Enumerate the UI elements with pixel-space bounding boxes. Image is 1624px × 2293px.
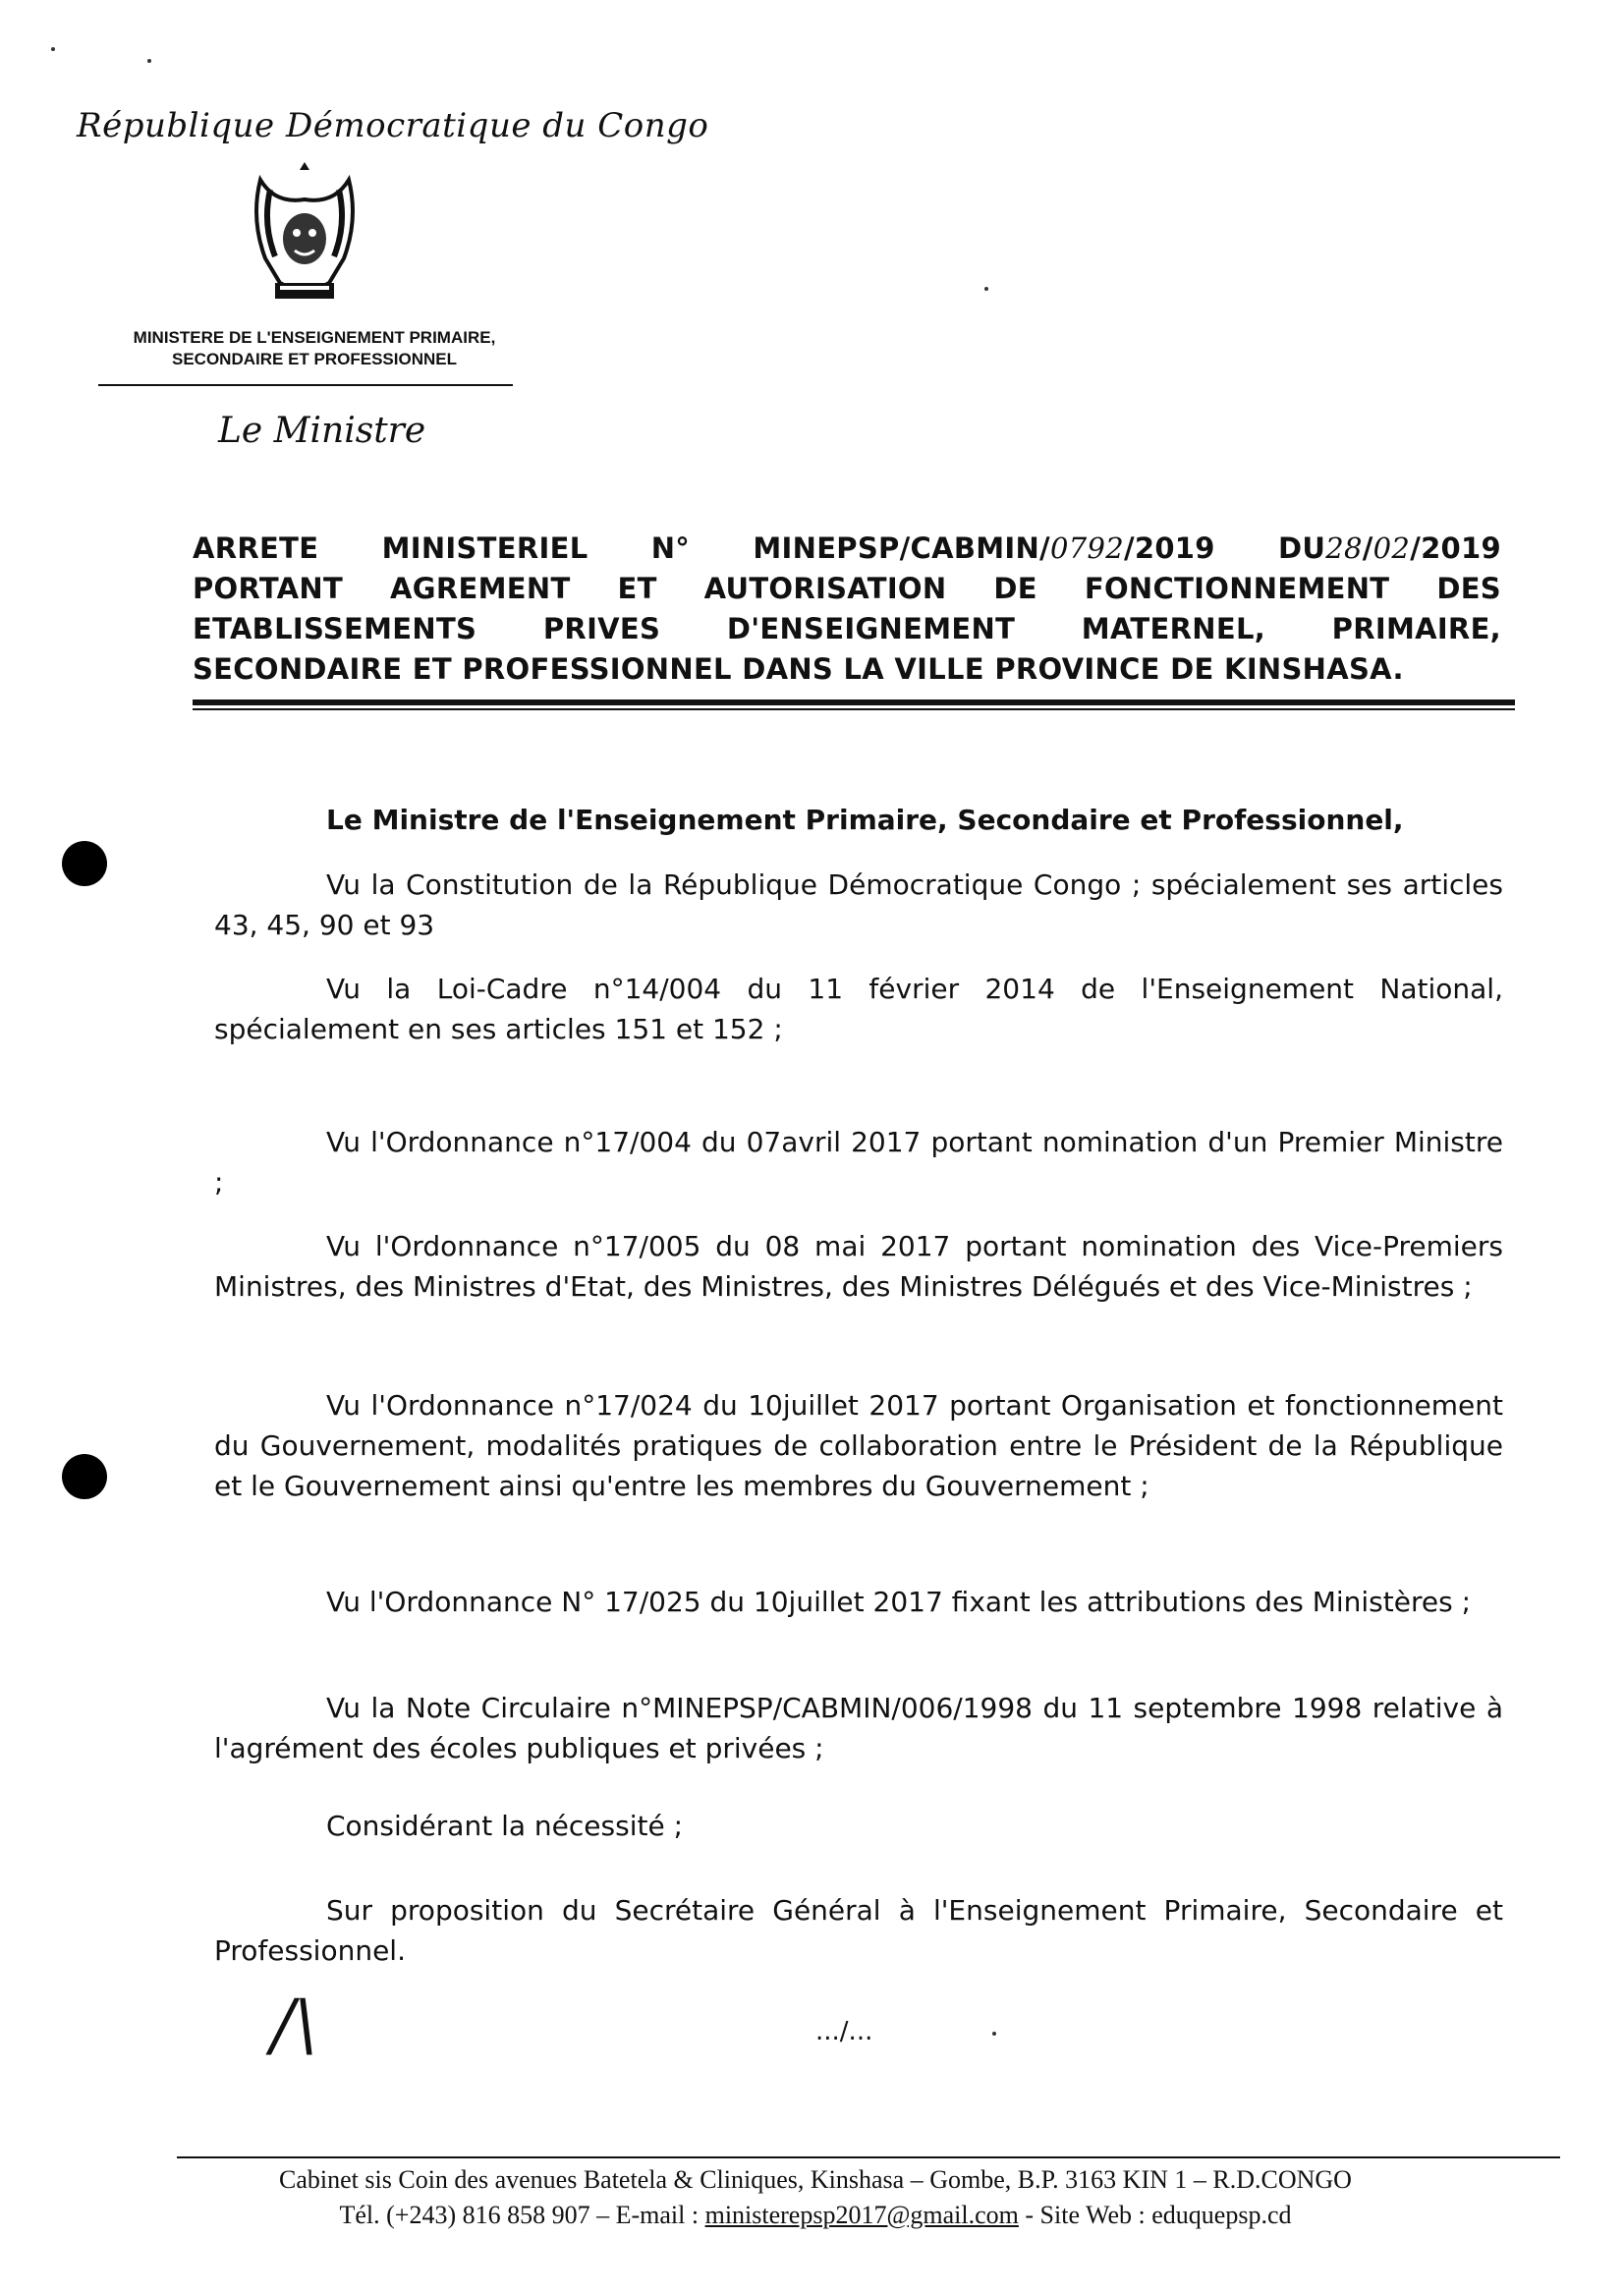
considerant-paragraph: Vu la Note Circulaire n°MINEPSP/CABMIN/006/1998 du 11 septembre 1998 relative à l'agrément des écoles publiques et privées ; [214, 1692, 1503, 1764]
header-divider [98, 384, 513, 386]
country-name: République Démocratique du Congo [77, 106, 709, 145]
considerant-paragraph: Vu l'Ordonnance n°17/024 du 10juillet 2017 portant Organisation et fonctionnement du Gouvernement, modalités pratiques de collaboration entre le Président de la République et le Gouvernement ainsi qu'entre les membres du Gouvernement ; [214, 1389, 1503, 1502]
title-underline [193, 699, 1515, 705]
footer-contact: Tél. (+243) 816 858 907 – E-mail : ministerepsp2017@gmail.com - Site Web : eduquepsp.cd [339, 2201, 1292, 2229]
footer-divider [177, 2156, 1560, 2158]
ministry-line-2: SECONDAIRE ET PROFESSIONNEL [172, 350, 457, 368]
title-underline-thin [193, 708, 1515, 710]
scan-speck [992, 2032, 996, 2036]
scan-speck [984, 287, 988, 291]
punch-hole-icon [62, 841, 107, 886]
date-day: 28 [1325, 531, 1363, 565]
title-line-3: ETABLISSEMENTS PRIVES D'ENSEIGNEMENT MATERNEL, PRIMAIRE, [193, 612, 1501, 645]
title-line-4: SECONDAIRE ET PROFESSIONNEL DANS LA VILLE PROVINCE DE KINSHASA. [193, 652, 1404, 686]
punch-hole-icon [62, 1454, 107, 1499]
ministry-name [98, 327, 531, 370]
considerant-paragraph: Sur proposition du Secrétaire Général à l'Enseignement Primaire, Secondaire et Professionnel. [214, 1894, 1503, 1967]
minister-heading: Le Ministre [218, 411, 426, 451]
decree-number: 0792 [1049, 531, 1124, 565]
handwritten-initial: /\ [271, 1985, 318, 2065]
ministry-line-1: MINISTERE DE L'ENSEIGNEMENT PRIMAIRE, [133, 328, 496, 347]
considerant-paragraph: Vu l'Ordonnance n°17/005 du 08 mai 2017 portant nomination des Vice-Premiers Ministres, des Ministres d'Etat, des Ministres, des Ministres Délégués et des Vice-Ministres ; [214, 1230, 1503, 1303]
considerant-paragraph: Vu la Loi-Cadre n°14/004 du 11 février 2014 de l'Enseignement National, spécialement en ses articles 151 et 152 ; [214, 973, 1503, 1045]
title-line-2: PORTANT AGREMENT ET AUTORISATION DE FONCTIONNEMENT DES [193, 572, 1501, 605]
coat-of-arms-icon [241, 160, 368, 308]
title-line-1: ARRETE MINISTERIEL N° MINEPSP/CABMIN/0792/2019 DU28/02/2019 [193, 531, 1501, 565]
page-continuation: .../... [815, 2017, 873, 2046]
footer-address: Cabinet sis Coin des avenues Batetela & Cliniques, Kinshasa – Gombe, B.P. 3163 KIN 1 – R.D.CONGO [279, 2165, 1352, 2194]
considerant-paragraph: Vu la Constitution de la République Démocratique Congo ; spécialement ses articles 43, 45, 90 et 93 [214, 868, 1503, 941]
date-month: 02 [1372, 531, 1411, 565]
scan-speck [51, 47, 55, 51]
considerant-paragraph: Considérant la nécessité ; [326, 1810, 684, 1842]
website-link[interactable]: eduquepsp.cd [1151, 2201, 1292, 2229]
considerant-paragraph: Vu l'Ordonnance n°17/004 du 07avril 2017 portant nomination d'un Premier Ministre ; [214, 1126, 1503, 1199]
decree-title [193, 529, 1501, 690]
preamble-heading: Le Ministre de l'Enseignement Primaire, Secondaire et Professionnel, [326, 804, 1404, 836]
scan-speck [147, 59, 151, 63]
email-link[interactable]: ministerepsp2017@gmail.com [704, 2201, 1019, 2229]
considerant-paragraph: Vu l'Ordonnance N° 17/025 du 10juillet 2017 fixant les attributions des Ministères ; [326, 1586, 1472, 1618]
